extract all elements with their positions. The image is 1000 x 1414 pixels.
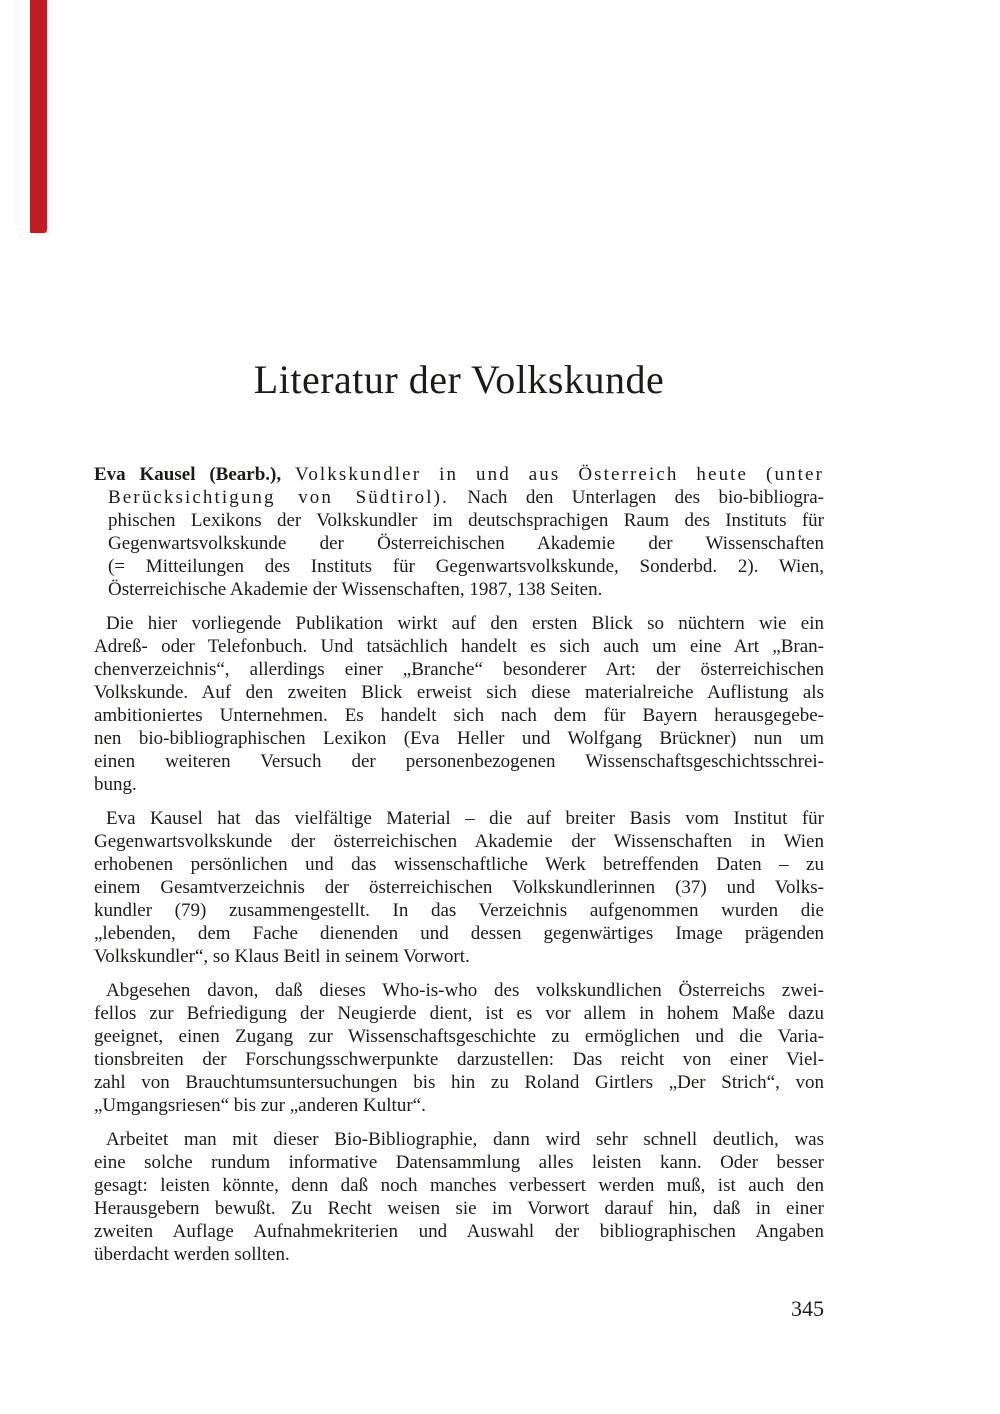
paragraph-3 (94, 979, 824, 1117)
page-content (94, 463, 824, 1266)
entry-lines (94, 509, 824, 601)
text-line: einem Gesamtverzeichnis der österreichischen Volkskundlerinnen (37) und Volks- (94, 877, 824, 898)
text-line: nen bio-bibliographischen Lexikon (Eva Heller und Wolfgang Brückner) nun um (94, 728, 824, 749)
entry-text: Nach den Unterlagen des bio-bibliogra- (467, 487, 824, 508)
page-title: Literatur der Volkskunde (253, 357, 665, 402)
text-line: Herausgebern bewußt. Zu Recht weisen sie im Vorwort darauf hin, daß in einer (94, 1198, 824, 1219)
text-line: kundler (79) zusammengestellt. In das Verzeichnis aufgenommen wurden die (94, 900, 824, 921)
text-line: Volkskunde. Auf den zweiten Blick erweist sich diese materialreiche Auflistung als (94, 682, 824, 703)
text-line: eine solche rundum informative Datensammlung alles leisten kann. Oder besser (94, 1152, 824, 1173)
entry-line (94, 463, 824, 486)
text-line: Eva Kausel hat das vielfältige Material – die auf breiter Basis vom Institut für (106, 808, 824, 829)
text-line: Abgesehen davon, daß dieses Who-is-who des volkskundlichen Österreichs zwei- (106, 980, 824, 1001)
text-line: Gegenwartsvolkskunde der österreichischen Akademie der Wissenschaften in Wien (94, 831, 824, 852)
text-line: ambitioniertes Unternehmen. Es handelt sich nach dem für Bayern herausgegebe- (94, 705, 824, 726)
text-line: chenverzeichnis“, allerdings einer „Branche“ besonderer Art: der österreichischen (94, 659, 824, 680)
text-line: Arbeitet man mit dieser Bio-Bibliographie, dann wird sehr schnell deutlich, was (106, 1129, 824, 1150)
entry-author: Eva Kausel (Bearb.), (94, 464, 282, 485)
page-number: 345 (791, 1296, 824, 1321)
text-line: zahl von Brauchtumsuntersuchungen bis hin zu Roland Girtlers „Der Strich“, von (94, 1072, 824, 1093)
paragraph-1 (94, 612, 824, 796)
bibliography-entry (94, 463, 824, 601)
text-line: „Umgangsriesen“ bis zur „anderen Kultur“. (94, 1095, 426, 1116)
text-line: geeignet, einen Zugang zur Wissenschaftsgeschichte zu ermöglichen und die Varia- (94, 1026, 824, 1047)
entry-line (94, 486, 824, 509)
text-line: erhobenen persönlichen und das wissenschaftliche Werk betreffenden Daten – zu (94, 854, 824, 875)
paragraph-4 (94, 1128, 824, 1266)
red-ribbon-artifact (30, 0, 47, 233)
text-line: Adreß- oder Telefonbuch. Und tatsächlich handelt es sich auch um eine Art „Bran- (94, 636, 824, 657)
text-line: phischen Lexikons der Volkskundler im deutschsprachigen Raum des Instituts für (108, 510, 824, 531)
text-line: Volkskundler“, so Klaus Beitl in seinem Vorwort. (94, 946, 470, 967)
text-line: tionsbreiten der Forschungsschwerpunkte darzustellen: Das reicht von einer Viel- (94, 1049, 824, 1070)
text-line: gesagt: leisten könnte, denn daß noch manches verbessert werden muß, ist auch den (94, 1175, 824, 1196)
text-line: bung. (94, 774, 137, 795)
text-line: zweiten Auflage Aufnahmekriterien und Auswahl der bibliographischen Angaben (94, 1221, 824, 1242)
text-line: fellos zur Befriedigung der Neugierde dient, ist es vor allem in hohem Maße dazu (94, 1003, 824, 1024)
paragraph-2 (94, 807, 824, 968)
text-line: „lebenden, dem Fache dienenden und dessen gegenwärtiges Image prägenden (94, 923, 824, 944)
text-line: Gegenwartsvolkskunde der Österreichischen Akademie der Wissenschaften (108, 533, 824, 554)
text-line: Österreichische Akademie der Wissenschaften, 1987, 138 Seiten. (108, 579, 603, 600)
entry-title-spaced: Volkskundler in und aus Österreich heute (unter (294, 464, 824, 485)
entry-title-spaced: Berücksichtigung von Südtirol). (108, 487, 449, 508)
text-line: überdacht werden sollten. (94, 1244, 290, 1265)
text-line: (= Mitteilungen des Instituts für Gegenwartsvolkskunde, Sonderbd. 2). Wien, (108, 556, 824, 577)
text-line: einen weiteren Versuch der personenbezogenen Wissenschaftsgeschichtsschrei- (94, 751, 824, 772)
text-line: Die hier vorliegende Publikation wirkt auf den ersten Blick so nüchtern wie ein (106, 613, 824, 634)
